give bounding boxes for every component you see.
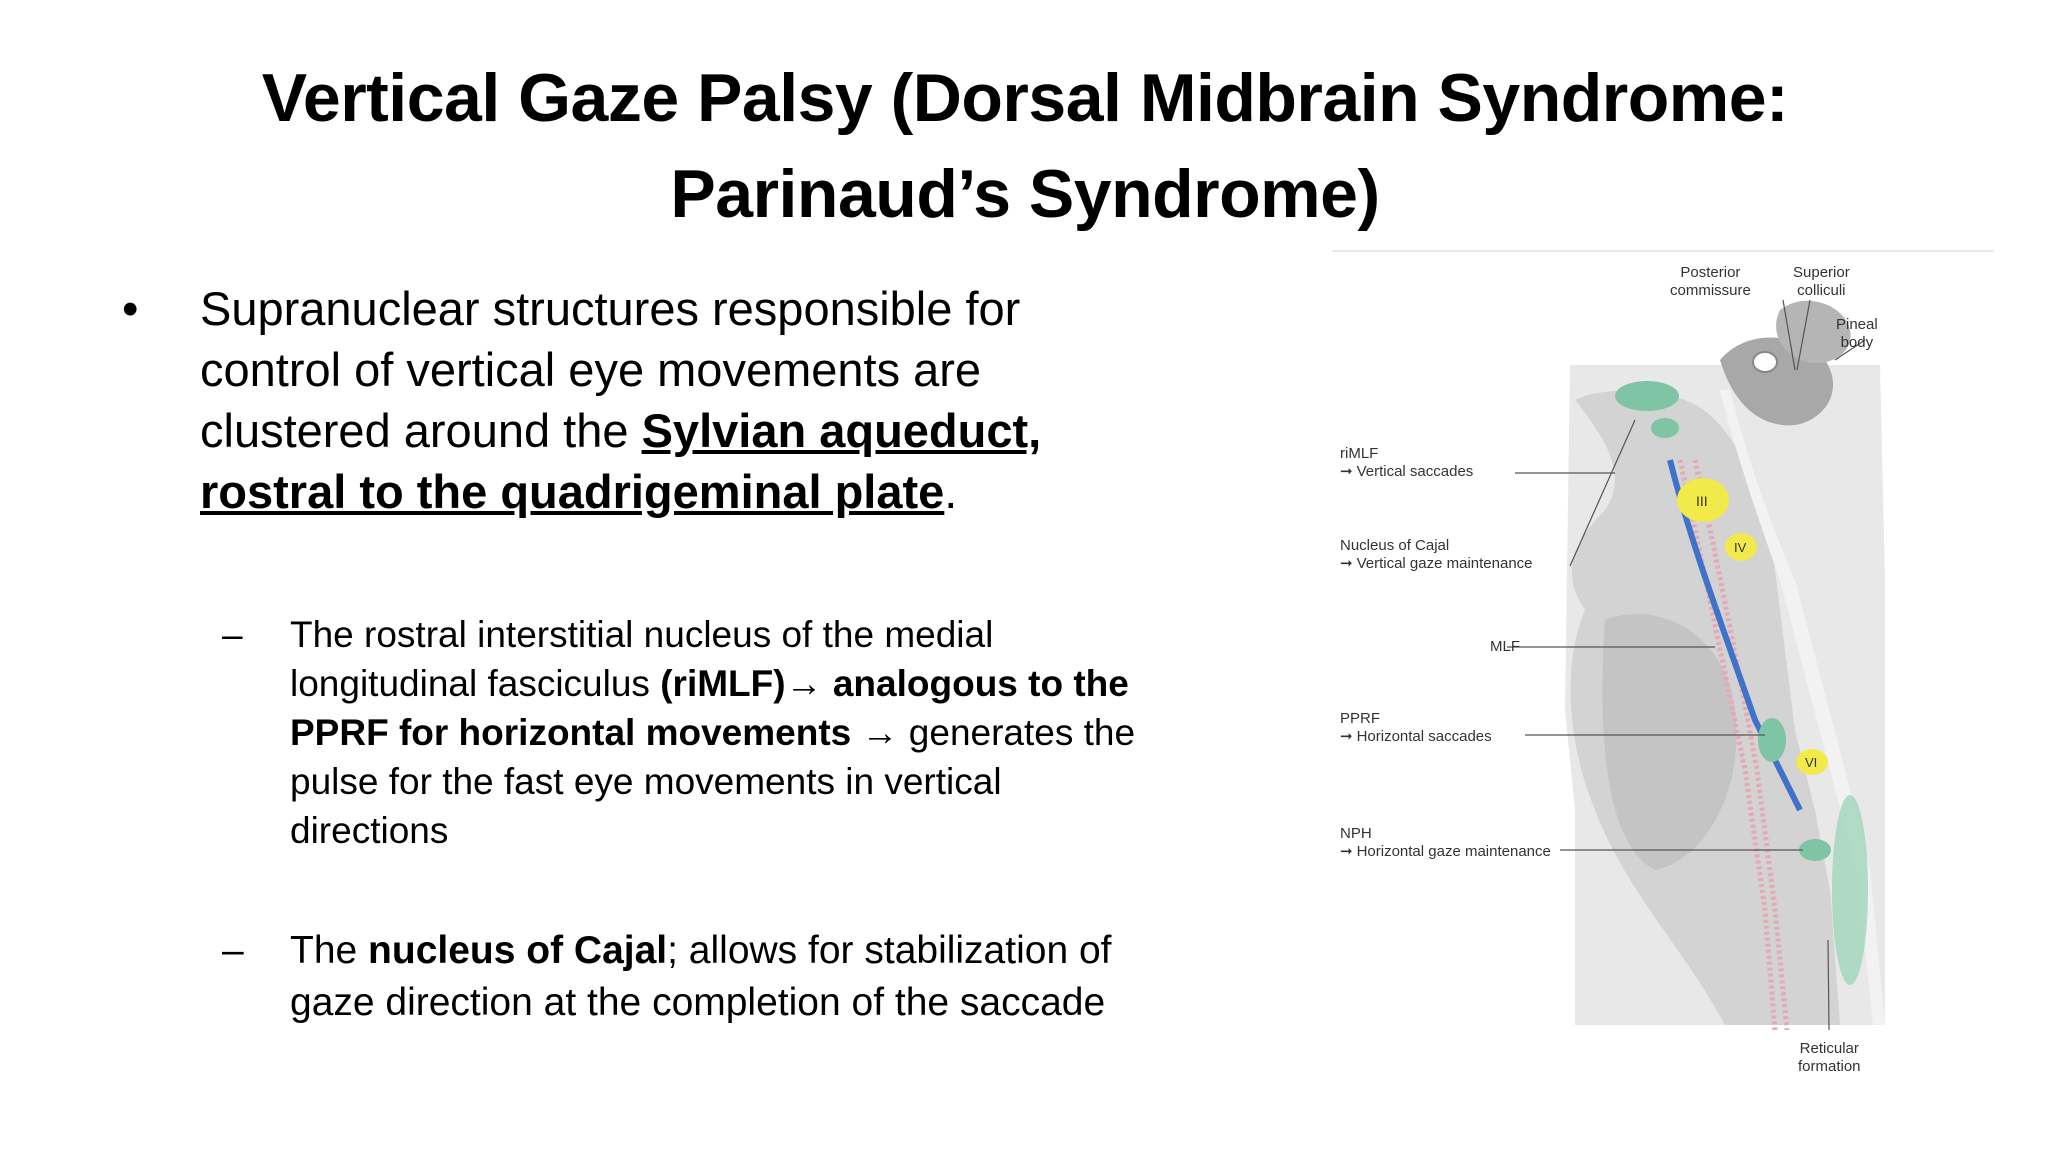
label-rimlf — [1340, 445, 1473, 481]
arrow-icon: ➞ — [1340, 843, 1353, 860]
label-pineal-body — [1836, 316, 1878, 352]
slide-title — [150, 50, 1900, 242]
label-posterior-commissure — [1670, 264, 1751, 300]
label-line: Nucleus of Cajal — [1340, 537, 1450, 554]
label-line: PPRF — [1340, 710, 1381, 727]
main-bullet-text-after: . — [944, 465, 958, 518]
label-line — [1340, 555, 1533, 573]
cajal-term: nucleus of Cajal — [368, 929, 668, 972]
title-line-2: Parinaud’s Syndrome) — [670, 156, 1380, 232]
arrow-icon: ➞ — [1340, 555, 1353, 572]
label-line: Reticular — [1799, 1040, 1859, 1057]
main-bullet-text — [200, 278, 1142, 522]
cajal-text-2: ; allows for stabilization of gaze direction at the completion of the saccade — [290, 929, 1112, 1024]
label-line: NPH — [1340, 825, 1372, 842]
main-bullet-text-before: Supranuclear structures responsible for control of vertical eye movements are clustered around the — [200, 282, 1021, 457]
arrow-icon: ➞ — [1340, 463, 1353, 480]
label-line — [1340, 843, 1551, 861]
posterior-commissure — [1753, 352, 1777, 372]
label-desc: Vertical gaze maintenance — [1356, 555, 1533, 572]
label-desc: Horizontal saccades — [1356, 728, 1492, 745]
label-line: colliculi — [1797, 282, 1846, 299]
label-line: body — [1840, 334, 1874, 351]
label-line: riMLF — [1340, 445, 1379, 462]
rimlf-text-2: generates the pulse for the fast eye movements in vertical directions — [290, 712, 1136, 851]
label-line: Posterior — [1680, 264, 1741, 281]
title-line-1: Vertical Gaze Palsy (Dorsal Midbrain Syndrome: — [261, 60, 1789, 136]
sub-bullet-rimlf-text — [290, 610, 1162, 855]
cajal-nucleus — [1651, 418, 1679, 438]
rimlf-text-1: The rostral interstitial nucleus of the medial longitudinal fasciculus — [290, 614, 994, 704]
label-line — [1340, 463, 1473, 481]
label-pprf — [1340, 710, 1492, 746]
rimlf-nucleus — [1615, 381, 1679, 411]
label-line: commissure — [1670, 282, 1751, 299]
nph-nucleus — [1799, 839, 1831, 861]
nucleus-iii-label: III — [1696, 493, 1708, 509]
arrow-icon: → — [785, 663, 823, 704]
label-line: formation — [1798, 1058, 1861, 1075]
rimlf-analogy: analogous to the PPRF for horizontal movements — [290, 663, 1129, 753]
vestibular-strip — [1832, 795, 1868, 985]
label-desc: Vertical saccades — [1356, 463, 1474, 480]
label-line — [1340, 728, 1492, 746]
label-line: MLF — [1490, 638, 1520, 655]
label-superior-colliculi — [1793, 264, 1850, 300]
label-desc: Horizontal gaze maintenance — [1356, 843, 1551, 860]
label-line: Superior — [1793, 264, 1850, 281]
sub-bullet-dash: – — [222, 614, 243, 655]
pprf-nucleus — [1758, 718, 1786, 762]
nucleus-iv-label: IV — [1734, 540, 1747, 555]
sub-bullet-cajal — [222, 925, 1162, 1029]
sub-bullet-rimlf — [222, 610, 1162, 855]
nucleus-vi-label: VI — [1805, 755, 1818, 770]
sub-bullet-dash: – — [222, 929, 244, 972]
brainstem-diagram — [1325, 250, 1995, 1095]
label-line: Pineal — [1836, 316, 1878, 333]
bullet-marker: • — [122, 282, 139, 335]
main-bullet — [122, 278, 1142, 522]
arrow-icon: ➞ — [1340, 728, 1353, 745]
label-mlf — [1490, 638, 1520, 656]
label-reticular-formation — [1798, 1040, 1861, 1076]
rimlf-abbrev: (riMLF) — [660, 663, 786, 704]
sub-bullet-cajal-text — [290, 925, 1162, 1029]
cajal-text-1: The — [290, 929, 369, 972]
label-nph — [1340, 825, 1551, 861]
main-bullet-emphasis: Sylvian aqueduct, rostral to the quadrigeminal plate — [200, 404, 1042, 518]
label-nucleus-of-cajal — [1340, 537, 1533, 573]
arrow-icon: → — [861, 712, 899, 753]
